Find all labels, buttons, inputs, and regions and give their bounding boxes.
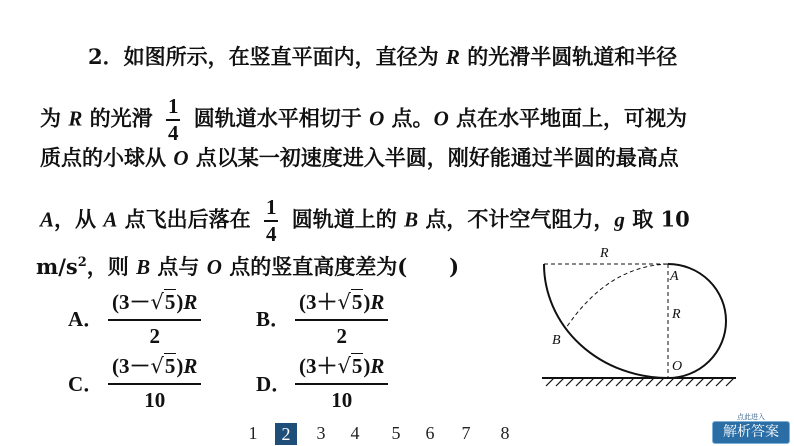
question-line-3: 质点的小球从 O 点以某一初速度进入半圆，刚好能通过半圆的最高点 — [40, 145, 679, 170]
answer-button-label: 解析答案 — [712, 421, 790, 444]
label-b: B — [552, 333, 561, 348]
question-line-1: 2．如图所示，在竖直平面内，直径为 R 的光滑半圆轨道和半径 — [88, 44, 678, 69]
answer-button-caption: 点此进入 — [737, 413, 765, 421]
quarter-circle-track — [544, 264, 668, 378]
page-5-link[interactable]: 5 — [391, 423, 401, 443]
option-c[interactable]: C． — [68, 372, 105, 396]
option-b[interactable]: B． — [256, 307, 292, 331]
page-6-link[interactable]: 6 — [425, 423, 435, 443]
question-line-2: 为 R 的光滑 $\frac{1}{4}$ 圆轨道水平相切于 O 点。O 点在水平地面上，可视为 — [40, 94, 688, 145]
option-a[interactable]: A． — [68, 307, 105, 331]
option-c-fraction: (3－√5)R 10 — [108, 350, 201, 413]
label-r-mid: R — [672, 307, 681, 322]
quarter-fraction: $\frac{1}{4}$ — [167, 94, 179, 145]
page-3-link[interactable]: 3 — [316, 423, 326, 443]
option-d-fraction: (3＋√5)R 10 — [295, 350, 388, 413]
page-4-link[interactable]: 4 — [350, 423, 360, 443]
track-diagram — [530, 240, 750, 400]
projectile-trajectory — [566, 264, 668, 328]
question-line-4: A，从 A 点飞出后落在 $\frac{1}{4}$ 圆轨道上的 B 点，不计空气阻力，g 取 10 — [40, 195, 690, 246]
question-line-5: $m/s^2$，则 B 点与 O 点的竖直高度差为( ) — [36, 254, 460, 279]
option-a-fraction: (3－√5)R 2 — [108, 286, 201, 349]
view-answer-button[interactable] — [712, 413, 790, 444]
option-b-fraction: (3＋√5)R 2 — [295, 286, 388, 349]
ground — [542, 378, 736, 386]
page-7-link[interactable]: 7 — [461, 423, 471, 443]
page-2-link[interactable]: 2 — [275, 423, 297, 445]
label-r-top: R — [600, 246, 609, 261]
quarter-fraction: $\frac{1}{4}$ — [265, 195, 277, 246]
label-a: A — [670, 269, 679, 284]
page-8-link[interactable]: 8 — [500, 423, 510, 443]
label-o: O — [672, 359, 683, 374]
page-1-link[interactable]: 1 — [248, 423, 258, 443]
option-d[interactable]: D． — [256, 372, 293, 396]
